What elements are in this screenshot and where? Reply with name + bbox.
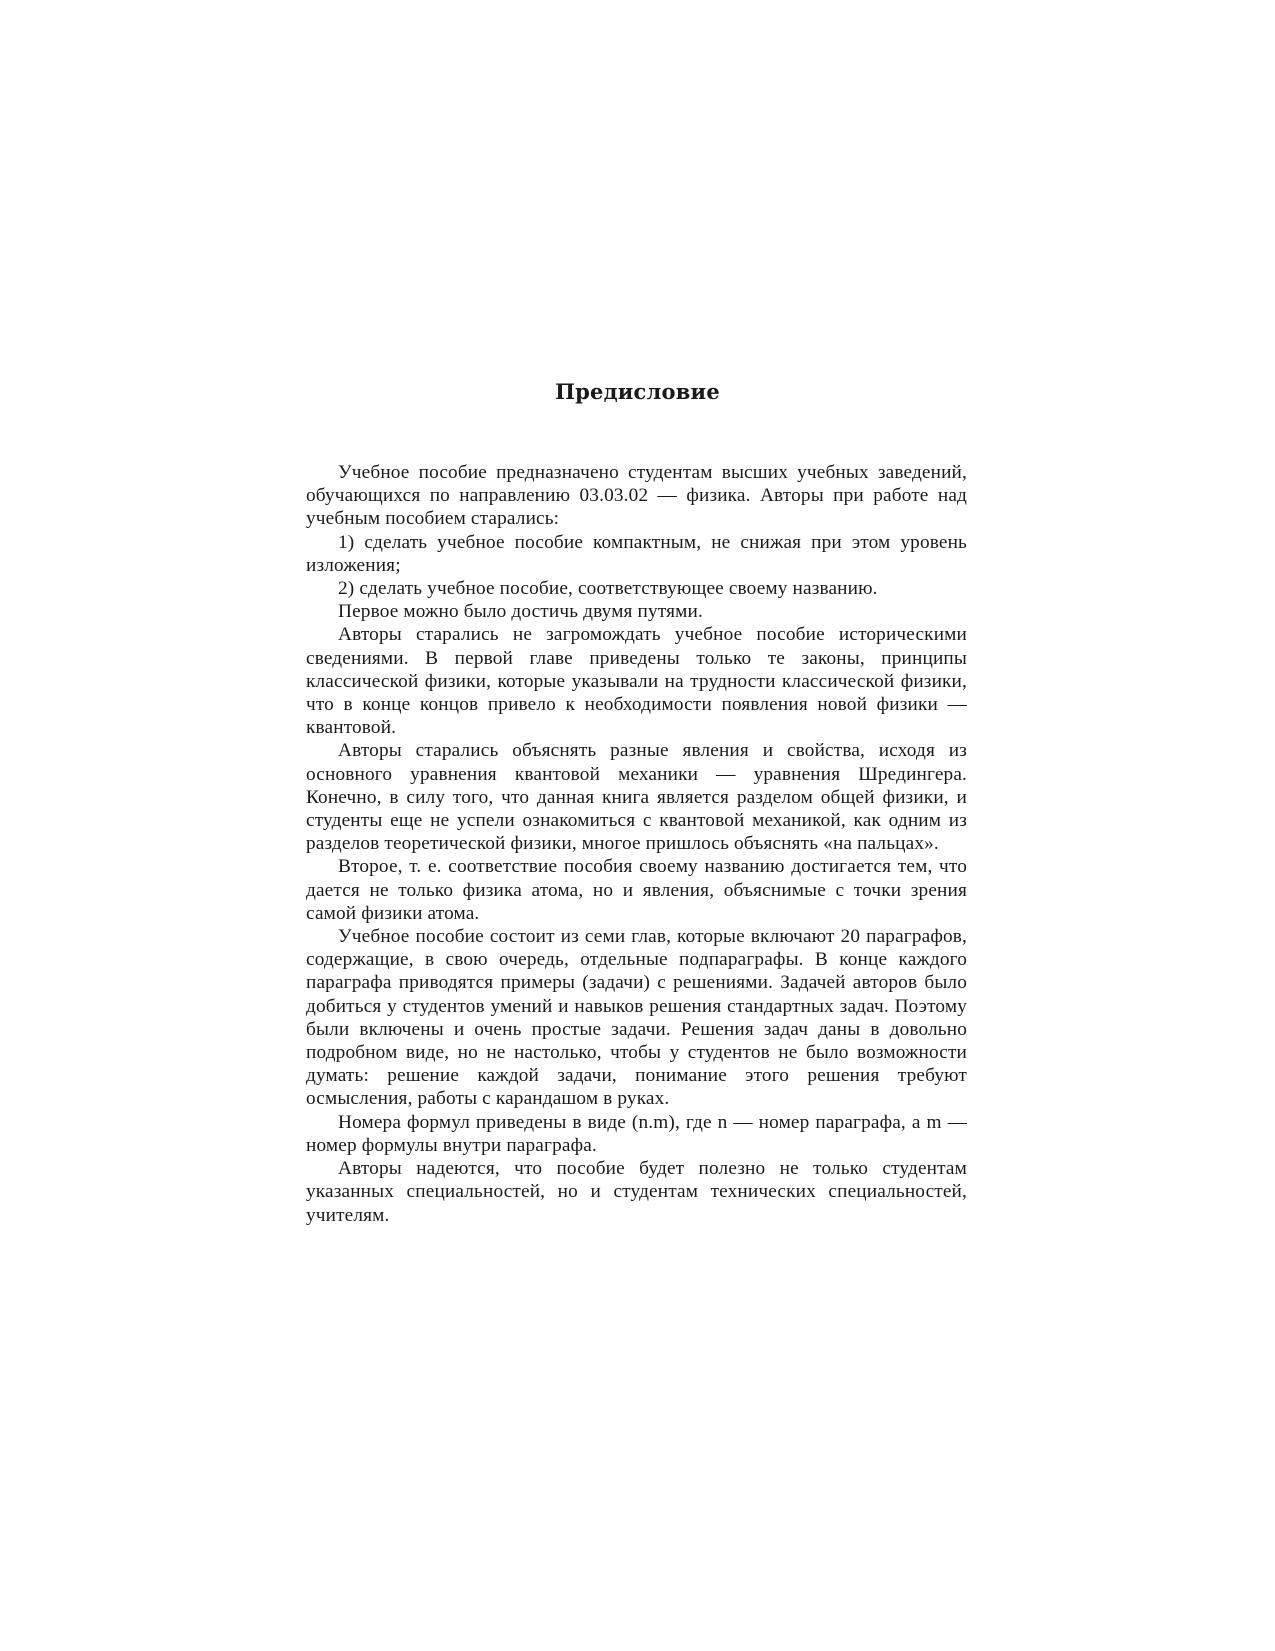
preface-body — [306, 461, 967, 1227]
paragraph-first-ways: Первое можно было достичь двумя путями. — [338, 601, 703, 623]
paragraph-intro: Учебное пособие предназначено студентам высших учебных заведений, обучающихся по направлению 03.03.02 — физика. Авторы при работе над учебным пособием старались: — [306, 462, 967, 530]
paragraph-structure: Учебное пособие состоит из семи глав, которые включают 20 параграфов, содержащие, в свою очередь, отдельные подпараграфы. В конце каждого параграфа приводятся примеры (задачи) с решениями. Задачей авторов было добиться у студентов умений и навыков решения стандартных задач. Поэтому были включены и очень простые задачи. Решения задач даны в довольно подробном виде, но не настолько, чтобы у студентов не было возможности думать: решение каждой задачи, понимание этого решения требуют осмысления, работы с карандашом в руках. — [306, 926, 967, 1110]
paragraph-audience: Авторы надеются, что пособие будет полезно не только студентам указанных специальностей, но и студентам технических специальностей, учителям. — [306, 1158, 967, 1226]
page-title: Предисловие — [555, 379, 720, 404]
paragraph-goal-2: 2) сделать учебное пособие, соответствующее своему названию. — [338, 578, 878, 600]
paragraph-goal-1: 1) сделать учебное пособие компактным, не снижая при этом уровень изложения; — [306, 531, 967, 576]
paragraph-history: Авторы старались не загромождать учебное пособие историческими сведениями. В первой главе приведены только те законы, принципы классической физики, которые указывали на трудности классической физики, что в конце концов привело к необходимости появления новой физики — квантовой. — [306, 624, 967, 739]
paragraph-schrodinger: Авторы старались объяснять разные явления и свойства, исходя из основного уравнения квантовой механики — уравнения Шредингера. Конечно, в силу того, что данная книга является разделом общей физики, и студенты еще не успели ознакомиться с квантовой механикой, как одним из разделов теоретической физики, многое пришлось объяснять «на пальцах». — [306, 740, 967, 855]
paragraph-formula-numbering: Номера формул приведены в виде (n.m), где n — номер параграфа, a m — номер формулы внутри параграфа. — [306, 1111, 967, 1156]
paragraph-second: Второе, т. е. соответствие пособия своему названию достигается тем, что дается не только физика атома, но и явления, объяснимые с точки зрения самой физики атома. — [306, 856, 967, 924]
